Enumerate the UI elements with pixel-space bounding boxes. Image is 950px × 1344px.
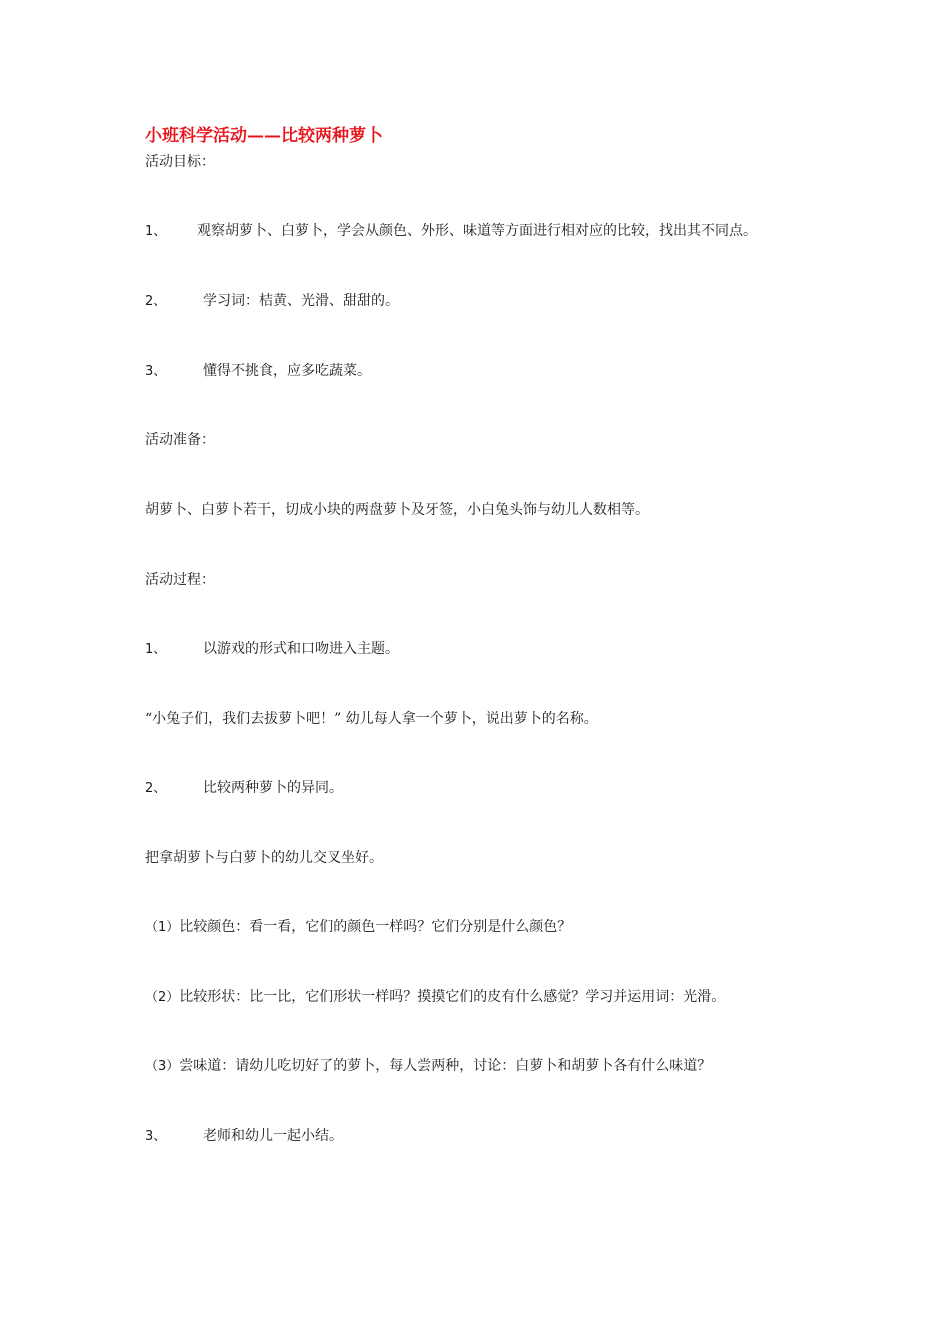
document-title: 小班科学活动——比较两种萝卜 xyxy=(145,126,383,146)
goal-number: 1、 xyxy=(145,224,167,239)
sub-item-number: （3） xyxy=(145,1059,180,1074)
step-number: 2、 xyxy=(145,781,167,796)
sub-item-1 xyxy=(145,917,571,938)
step-item-3 xyxy=(145,1126,343,1147)
sub-item-text: 尝味道：请幼儿吃切好了的萝卜，每人尝两种，讨论：白萝卜和胡萝卜各有什么味道？ xyxy=(179,1058,712,1074)
step-item-2 xyxy=(145,778,343,799)
sub-item-3 xyxy=(145,1056,711,1077)
sub-item-number: （1） xyxy=(145,920,180,935)
step2-detail: 把拿胡萝卜与白萝卜的幼儿交叉坐好。 xyxy=(145,850,383,866)
goal-item-3 xyxy=(145,361,371,382)
prep-text: 胡萝卜、白萝卜若干，切成小块的两盘萝卜及牙签，小白兔头饰与幼儿人数相等。 xyxy=(145,502,649,518)
goal-item-1 xyxy=(145,221,757,242)
sub-item-text: 比较形状：比一比，它们形状一样吗？摸摸它们的皮有什么感觉？学习并运用词：光滑。 xyxy=(179,989,726,1005)
goal-text: 学习词：桔黄、光滑、甜甜的。 xyxy=(203,293,399,309)
step-text: 老师和幼儿一起小结。 xyxy=(203,1128,343,1144)
goal-number: 2、 xyxy=(145,294,167,309)
goal-text: 懂得不挑食，应多吃蔬菜。 xyxy=(203,363,371,379)
step-text: 比较两种萝卜的异同。 xyxy=(203,780,343,796)
step-item-1 xyxy=(145,639,399,660)
step-number: 1、 xyxy=(145,642,167,657)
prep-heading: 活动准备： xyxy=(145,432,215,448)
goals-heading: 活动目标： xyxy=(145,154,215,170)
step-number: 3、 xyxy=(145,1129,167,1144)
sub-item-2 xyxy=(145,987,725,1008)
sub-item-number: （2） xyxy=(145,990,180,1005)
sub-item-text: 比较颜色：看一看，它们的颜色一样吗？它们分别是什么颜色？ xyxy=(179,919,572,935)
process-heading: 活动过程： xyxy=(145,572,215,588)
step-text: 以游戏的形式和口吻进入主题。 xyxy=(203,641,399,657)
step1-detail: “小兔子们，我们去拔萝卜吧！” 幼儿每人拿一个萝卜，说出萝卜的名称。 xyxy=(145,711,598,727)
goal-item-2 xyxy=(145,291,399,312)
goal-number: 3、 xyxy=(145,364,167,379)
goal-text: 观察胡萝卜、白萝卜，学会从颜色、外形、味道等方面进行相对应的比较，找出其不同点。 xyxy=(197,223,757,239)
